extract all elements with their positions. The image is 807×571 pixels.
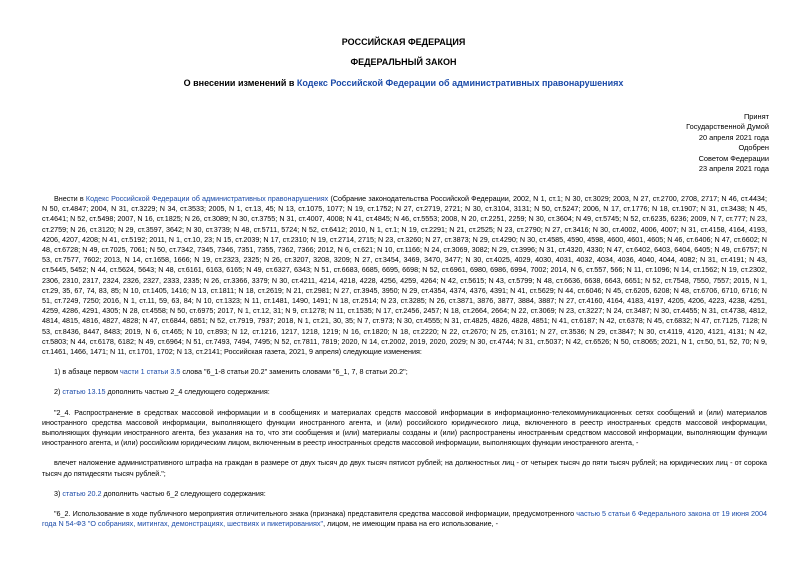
quote-part-6-2 xyxy=(42,509,767,529)
article-13-15-link[interactable]: статью 13.15 xyxy=(62,387,106,397)
amendment-item-2 xyxy=(42,387,767,397)
approved-by: Советом Федерации xyxy=(698,153,769,163)
amendment-item-1 xyxy=(42,367,767,377)
item3-text: дополнить частью 6_2 следующего содержания: xyxy=(101,488,266,498)
quote-part-2-4: "2_4. Распространение в средствах массовой информации и в сообщениях и материалах средств массовой информации в информационно-телекоммуникационных сетях сообщений и (или) материалов иностранного средства массовой информации, выполняющего функции иностранного агента, и (или) российского юридического лица, включенного в реестр иностранных средств массовой информации, выполняющих функции иностранного агента, без указания на то, что эти сообщения и (или) материалы созданы и (или) распространены иностранным средством массовой информации, выполняющим функции иностранного агента, и (или) российским юридическим лицом, включенным в реестр иностранных средств массовой информации, выполняющих функции иностранного агента, - xyxy=(42,407,767,448)
adopted-date: 20 апреля 2021 года xyxy=(698,132,769,142)
law-subject-title xyxy=(0,77,807,90)
codex-link-title[interactable]: Кодекс Российской Федерации об административных правонарушениях xyxy=(296,78,624,88)
article-3-5-link[interactable]: части 1 статьи 3.5 xyxy=(120,367,181,377)
item1-prefix: 1) в абзаце первом xyxy=(54,367,121,377)
amendment-item-3 xyxy=(42,489,767,499)
adopted-by: Государственной Думой xyxy=(686,122,769,132)
item3-prefix: 3) xyxy=(54,488,63,498)
item2-text: дополнить частью 2_4 следующего содержания: xyxy=(105,387,270,397)
quote3-text: , лицом, не имеющим права на его использование, - xyxy=(323,519,499,529)
codex-link-intro[interactable]: Кодекс Российской Федерации об административных правонарушениях xyxy=(85,194,329,203)
intro-prefix: Внести в xyxy=(54,194,86,203)
item1-text: слова "6_1-8 статьи 20.2" заменить словами "6_1, 7, 8 статьи 20.2"; xyxy=(180,367,408,377)
approved-date: 23 апреля 2021 года xyxy=(698,163,769,173)
adoption-block xyxy=(629,112,769,174)
quote-penalty: влечет наложение административного штрафа на граждан в размере от двух тысяч до двух тысяч пятисот рублей; на должностных лиц - от четырех тысяч до пяти тысяч рублей; на юридических лиц - от сорока тысяч до пятидесяти тысяч рублей."; xyxy=(42,458,767,478)
law-subject-prefix: О внесении изменений в xyxy=(183,78,297,88)
approved-label: Одобрен xyxy=(738,143,769,153)
item2-prefix: 2) xyxy=(54,387,63,397)
adopted-label: Принят xyxy=(743,112,769,121)
country-title: РОССИЙСКАЯ ФЕДЕРАЦИЯ xyxy=(341,37,466,47)
quote3-prefix: "6_2. Использование в ходе публичного мероприятия отличительного знака (признака) представителя средства массовой информации, предусмотренного xyxy=(54,509,577,519)
law-type-title: ФЕДЕРАЛЬНЫЙ ЗАКОН xyxy=(350,57,457,67)
intro-text: (Собрание законодательства Российской Федерации, 2002, N 1, ст.1; N 30, ст.3029; 2003, N 27, ст.2700, 2708, 2717; N 46, ст.4434; N 50, ст.4847; 2004, N 31, ст.3229; N 34, ст.3533; 2005, N 1, ст.13, 45; N 13, ст.1075, 1077; N 19, ст.1752; N 27, ст.2719, 2721; N 30, ст.3104, 3131; N 50, ст.5247; 2006, N 17, ст.1776; N 18, ст.1907; N 31, ст.3438; N 45, ст.4641; N 52, ст.5498; 2007, N 16, ст.1825; N 26, ст.3089; N 30, ст.3755; N 31, ст.4007, 4008; N 41, ст.4845; N 46, ст.5553; 2008, N 20, ст.2251, 2259; N 30, ст.3604; N 49, ст.5745; N 52, ст.6235, 6236; 2009, N 7, ст.777; N 23, ст.2759; N 26, ст.3120; N 29, ст.3597, 3642; N 30, ст.3739; N 48, ст.5711, 5724; N 52, ст.6412; 2010, N 1, ст.1; N 19, ст.2291; N 21, ст.2525; N 23, ст.2790; N 27, ст.3416; N 30, ст.4002, 4006, 4007; N 31, ст.4158, 4164, 4193, 4206, 4207, 4208; N 41, ст.5192; 2011, N 1, ст.10, 23; N 15, ст.2039; N 17, ст.2310; N 19, ст.2714, 2715; N 23, ст.3260; N 27, ст.3873; N 29, ст.4290; N 30, ст.4585, 4590, 4598, 4600, 4601, 4605; N 46, ст.6406; N 47, ст.6602; N 48, ст.6728; N 49, ст.7025, 7061; N 50, ст.7342, 7345, 7346, 7351, 7355, 7362, 7366; 2012, N 6, ст.621; N 10, ст.1166; N 24, ст.3069, 3082; N 29, ст.3996; N 31, ст.4320, 4330; N 47, ст.6402, 6403, 6404, 6405; N 49, ст.6757; N 53, ст.7577, 7602; 2013, N 14, ст.1658, 1666; N 19, ст.2323, 2325; N 26, ст.3207, 3208, 3209; N 27, ст.3454, 3469, 3470, 3477; N 30, ст.4025, 4029, 4030, 4031, 4032, 4034, 4036, 4040, 4044, 4082; N 31, ст.4191; N 43, ст.5445, 5452; N 44, ст.5624, 5643; N 48, ст.6161, 6163, 6165; N 49, ст.6327, 6343; N 51, ст.6683, 6685, 6695, 6698; N 52, ст.6961, 6980, 6986, 6994, 7002; 2014, N 6, ст.557, 566; N 11, ст.1096; N 14, ст.1562; N 19, ст.2302, 2306, 2310, 2317, 2324, 2326, 2327, 2333, 2335; N 26, ст.3366, 3379; N 30, ст.4211, 4214, 4218, 4228, 4256, 4259, 4264; N 42, ст.5615; N 43, ст.5799; N 48, ст.6636, 6638, 6643, 6651; N 52, ст.7548, 7550, 7557; 2015, N 1, ст.29, 35, 67, 74, 83, 85; N 10, ст.1405, 1416; N 13, ст.1811; N 18, ст.2619; N 21, ст.2981; N 27, ст.3945, 3950; N 29, ст.4354, 4374, 4376, 4391; N 41, ст.5629; N 44, ст.6046; N 45, ст.6205, 6208; N 48, ст.6706, 6710, 6716; N 51, ст.7249, 7250; 2016, N 1, ст.11, 59, 63, 84; N 10, ст.1323; N 11, ст.1481, 1490, 1491; N 18, ст.2514; N 23, ст.3285; N 26, ст.3871, 3876, 3877, 3884, 3887; N 27, ст.4160, 4164, 4183, 4197, 4205, 4206, 4223, 4238, 4251, 4259, 4286, 4291, 4305; N 28, ст.4558; N 50, ст.6975; 2017, N 1, ст.12, 31; N 9, ст.1278; N 11, ст.1535; N 17, ст.2456, 2457; N 18, ст.2664, 2664; N 22, ст.3069; N 23, ст.3227; N 24, ст.3487; N 30, ст.4455; N 31, ст.4738, 4812, 4814, 4815, 4816, 4827, 4828; N 47, ст.6844, 6851; N 52, ст.7919, 7937; 2018, N 1, ст.21, 30, 35; N 7, ст.973; N 30, ст.4555; N 31, ст.4825, 4826, 4828, 4851; N 41, ст.6187; N 42, ст.6378; N 45, ст.6832; N 47, ст.7125, 7128; N 53, ст.8436, 8447, 8483; 2019, N 6, ст.465; N 10, ст.893; N 12, ст.1216, 1217, 1218, 1219; N 16, ст.1820; N 18, ст.2220; N 22, ст.2670; N 25, ст.3161; N 27, ст.3536; N 29, ст.3847; N 30, ст.4119, 4120, 4121, 4131; N 42, ст.5803; N 44, ст.6178, 6182; N 49, ст.6964; N 51, ст.7493, 7494, 7495; N 52, ст.7811, 7819; 2020, N 14, ст.2002, 2019, 2020, 2029; N 30, ст.4744; N 31, ст.5037; N 42, ст.6526; N 50, ст.8065; 2021, N 1, ст.50, 51, 52, 70; N 9, ст.1461, 1466, 1471; N 11, ст.1701, 1702; N 13, ст.2141; Российская газета, 2021, 9 апреля) следующие изменения: xyxy=(42,194,767,357)
federal-law-54-fz-link[interactable]: частью 5 статьи 6 Федерального закона от 19 июня 2004 года N 54-ФЗ "О собраниях, митингах, демонстрациях, шествиях и пикетированиях" xyxy=(42,509,767,529)
law-body xyxy=(42,194,767,539)
intro-paragraph xyxy=(42,194,767,357)
article-20-2-link[interactable]: статью 20.2 xyxy=(62,488,102,498)
